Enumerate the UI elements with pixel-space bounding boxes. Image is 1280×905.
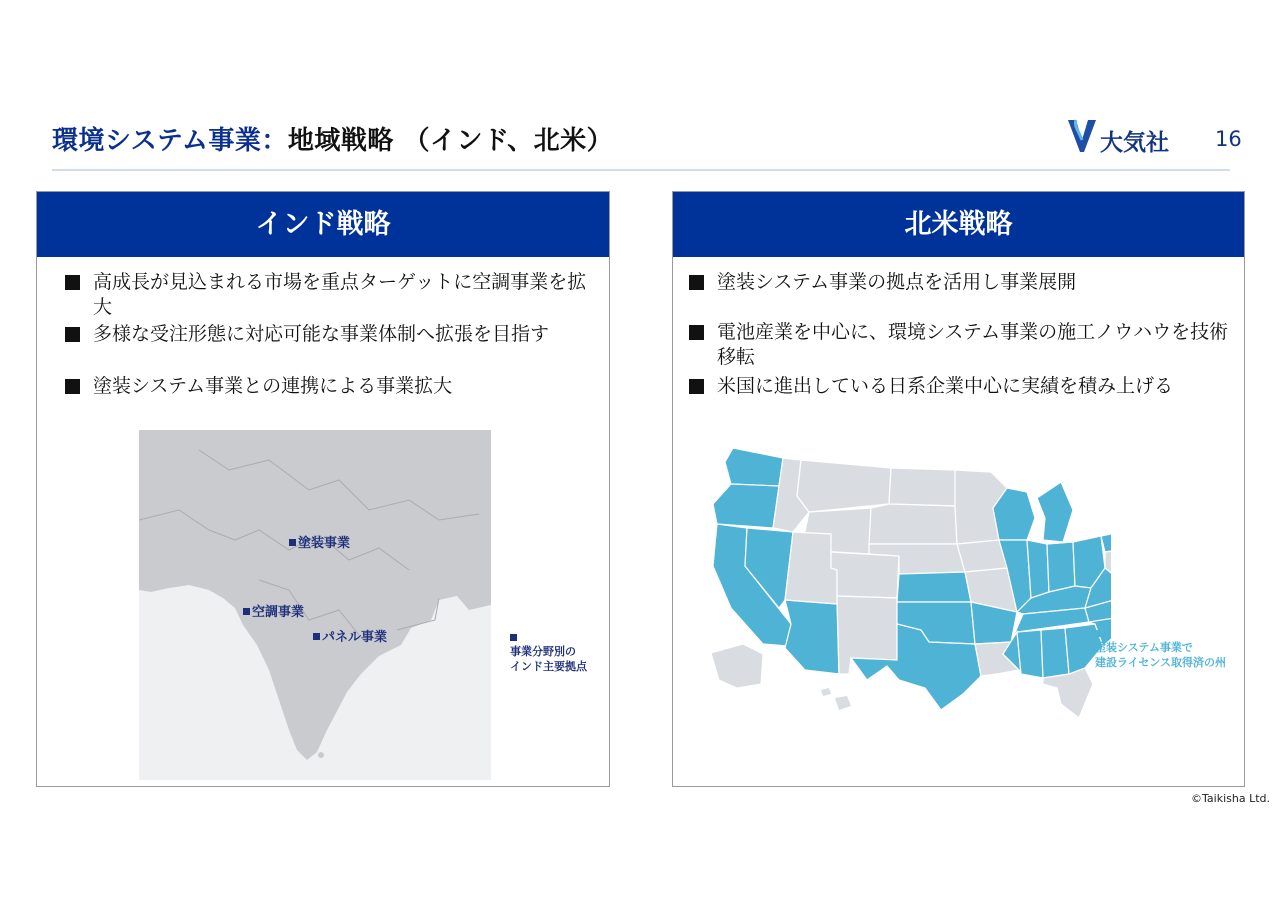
company-logo (1066, 116, 1196, 156)
logo-wordmark: 大気社 (1100, 130, 1169, 156)
us-bullet: 米国に進出している日系企業中心に実績を積み上げる (689, 374, 1234, 399)
taikisha-logo-icon (1066, 116, 1100, 156)
marker-square-icon (243, 608, 250, 615)
bullet-square-icon (689, 275, 704, 290)
india-bullet: 多様な受注形態に対応可能な事業体制へ拡張を目指す (65, 322, 599, 374)
north-america-strategy-panel (672, 191, 1245, 787)
us-bullet: 塗装システム事業の拠点を活用し事業展開 (689, 270, 1234, 320)
title-divider (52, 169, 1230, 171)
us-bullet: 電池産業を中心に、環境システム事業の施工ノウハウを技術移転 (689, 320, 1234, 374)
copyright-notice: ©Taikisha Ltd. (1191, 792, 1270, 805)
page-number: 16 (1215, 127, 1242, 151)
legend-square-icon (510, 634, 517, 641)
bullet-square-icon (689, 325, 704, 340)
bullet-square-icon (65, 275, 80, 290)
title-main: 環境システム事業： (52, 126, 288, 156)
page-title (52, 120, 613, 157)
map-label-hvac: 空調事業 (243, 601, 304, 620)
bullet-square-icon (65, 327, 80, 342)
title-sub: 地域戦略 （インド、北米） (287, 126, 614, 156)
india-strategy-heading: インド戦略 (37, 192, 609, 257)
map-label-painting: 塗装事業 (289, 532, 350, 551)
india-map-legend: 事業分野別の インド主要拠点 (510, 634, 587, 674)
us-map-graphic (701, 448, 1111, 718)
us-states-map (701, 448, 1111, 718)
us-map-legend: 塗装システム事業で 建設ライセンス取得済の州 (1095, 630, 1226, 670)
marker-square-icon (289, 539, 296, 546)
india-bullet: 高成長が見込まれる市場を重点ターゲットに空調事業を拡大 (65, 270, 599, 322)
india-map (139, 430, 491, 780)
bullet-square-icon (689, 379, 704, 394)
map-label-panel: パネル事業 (313, 626, 387, 645)
india-bullet-list (65, 270, 599, 399)
india-bullet: 塗装システム事業との連携による事業拡大 (65, 374, 599, 399)
india-map-graphic (139, 430, 491, 780)
us-bullet-list (689, 270, 1234, 399)
bullet-square-icon (65, 379, 80, 394)
north-america-strategy-heading: 北米戦略 (673, 192, 1244, 257)
marker-square-icon (313, 633, 320, 640)
legend-square-icon (1095, 630, 1102, 637)
india-strategy-panel (36, 191, 610, 787)
